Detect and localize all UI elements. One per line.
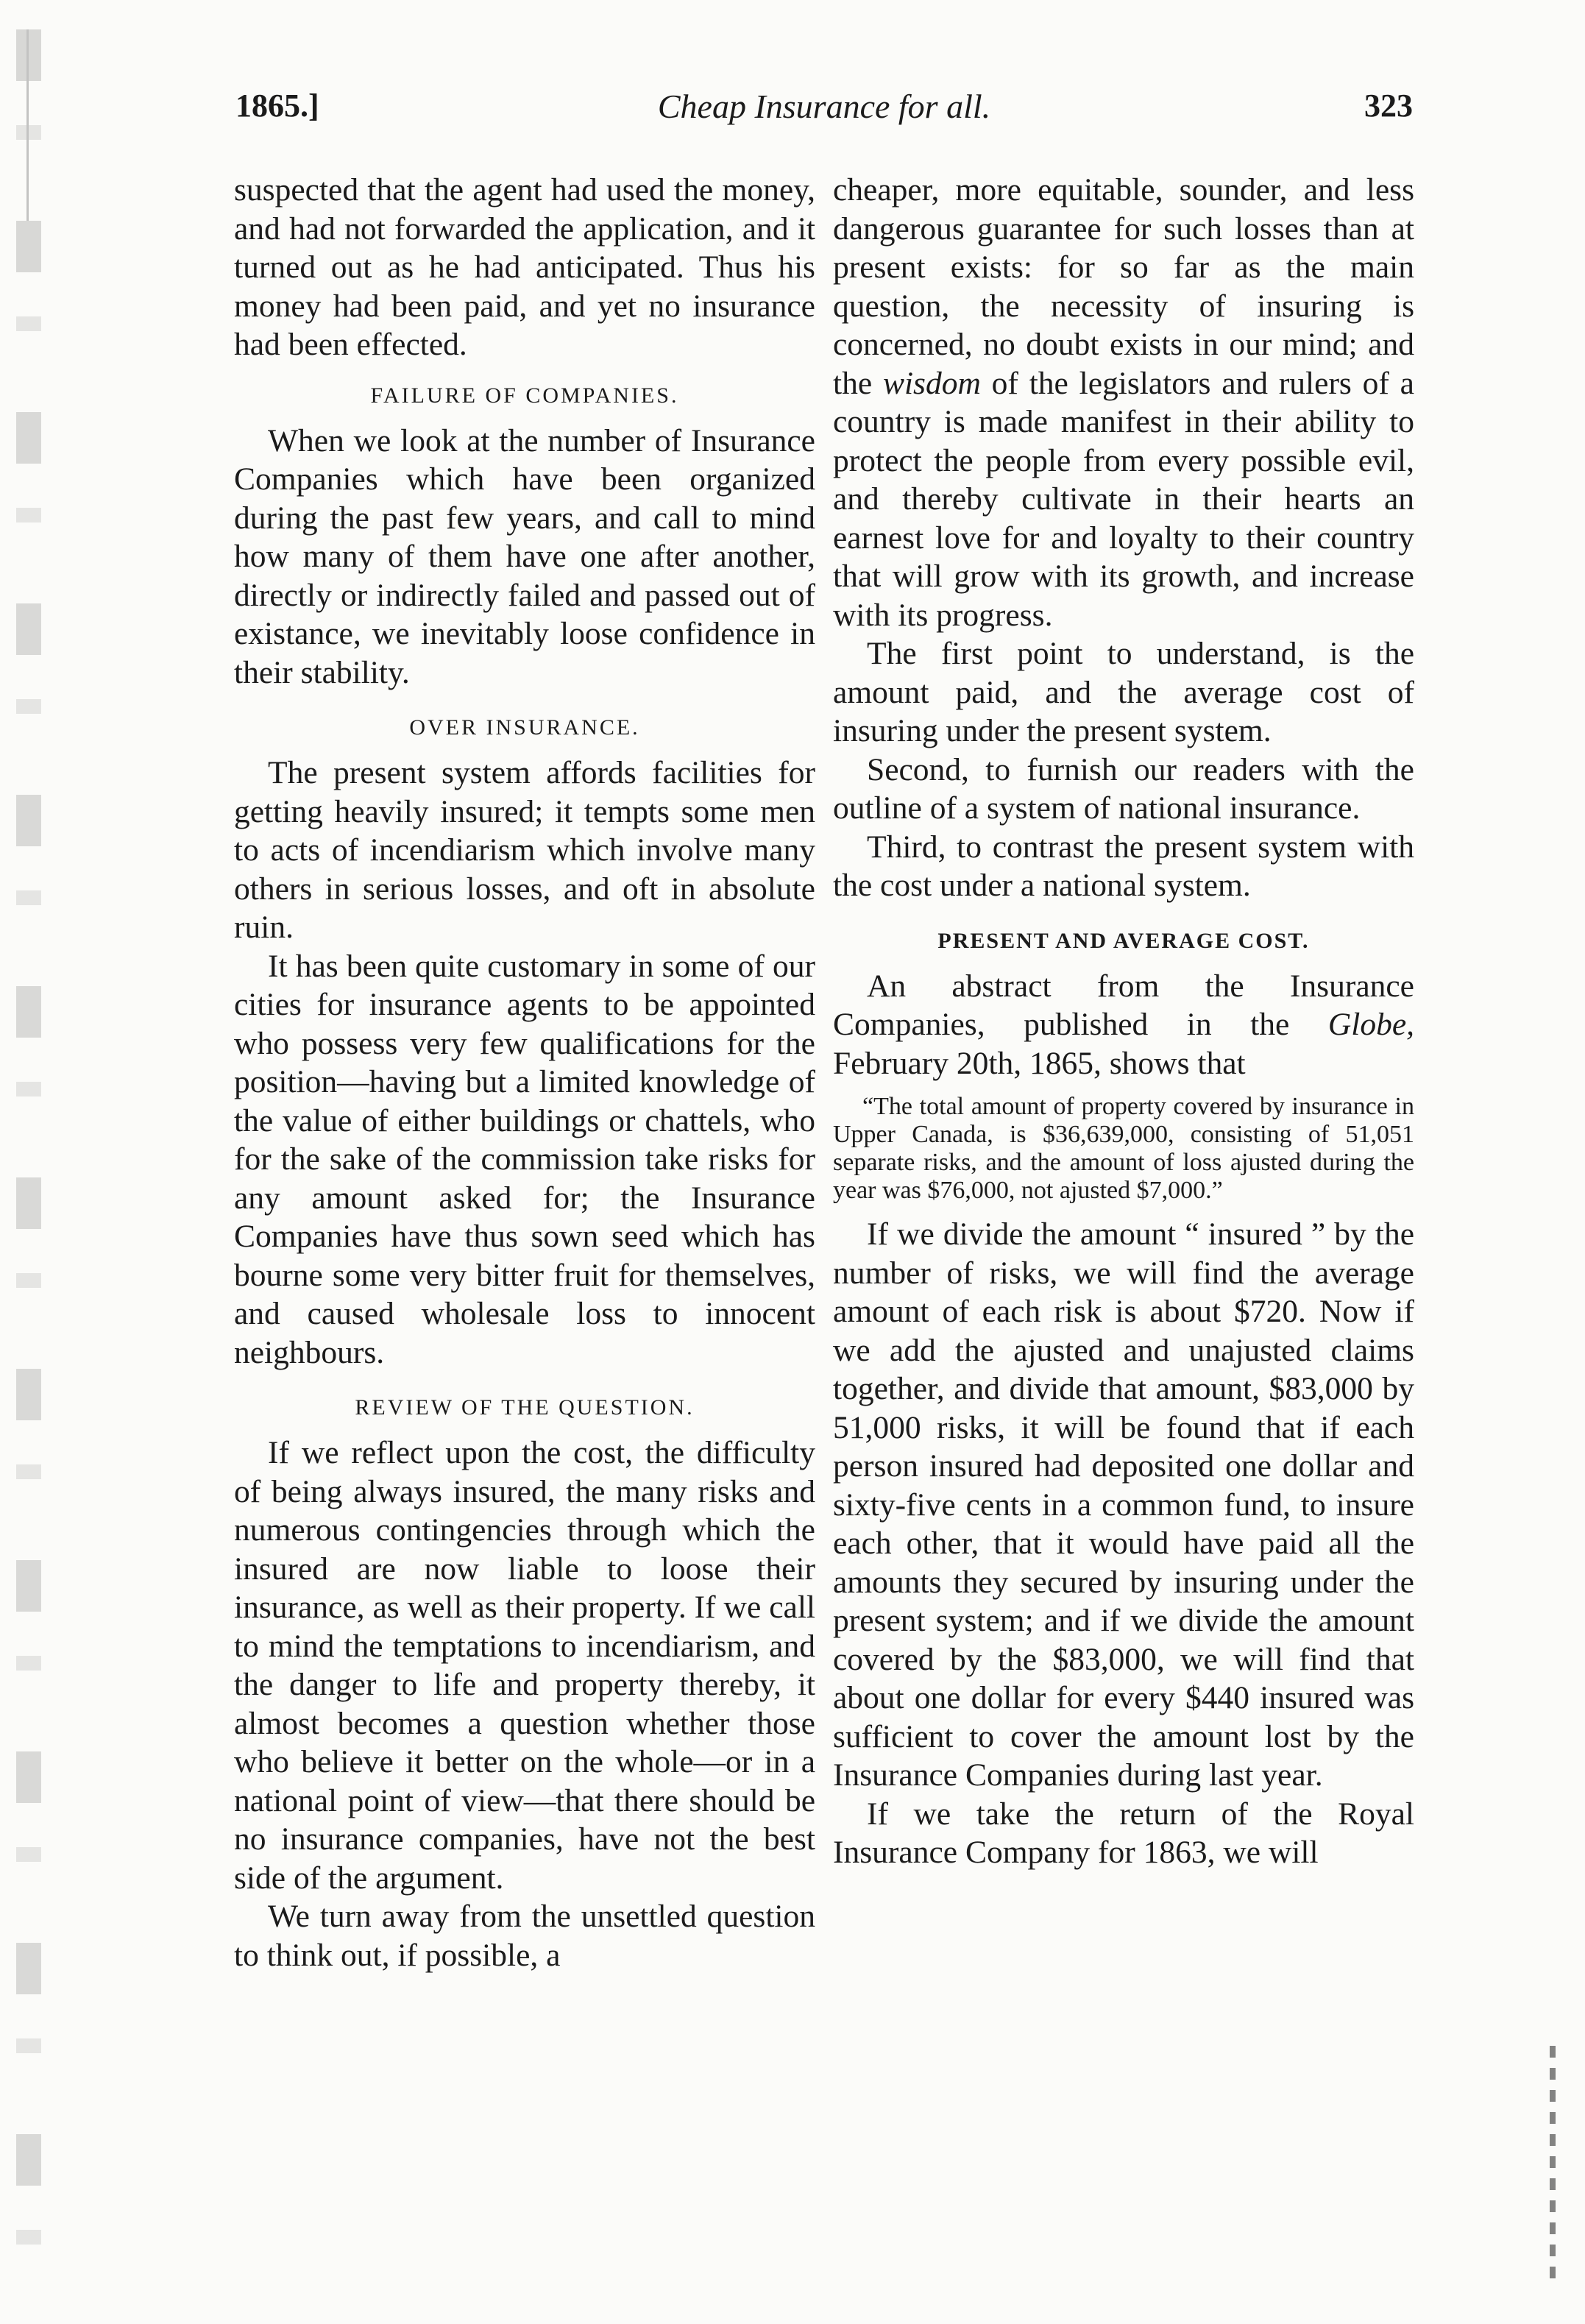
scan-edge-artifact-right — [1550, 2046, 1556, 2281]
paragraph: When we look at the number of Insurance Companies which have been organized during the past few years, and call to mind how many of them have one after another, directly or indirectly failed and passed out of existance, we inevitably loose confidence in their stability. — [234, 422, 815, 690]
scan-edge-artifact — [16, 29, 41, 2296]
paragraph: It has been quite customary in some of our cities for insurance agents to be appointed who possess very few qualifications for the position—having but a limited knowledge of the value of either buildings or chattels, who for the sake of the commission take risks for any amount asked for; the Insurance Companies have thus sown seed which has bourne some very bitter fruit for themselves, and caused wholesale loss to innocent neighbours. — [234, 948, 815, 1370]
section-heading: OVER INSURANCE. — [409, 715, 640, 740]
paragraph: If we reflect upon the cost, the difficulty of being always insured, the many risks and numerous contingencies through which the insured are now liable to loose their insurance, as well as their property. If we call to mind the temptations to incendiarism, and the danger to life and property thereby, it almost becomes a question whether those who believe it better on the whole—or in a national point of view—that there should be no insurance companies, have not the best side of the argument. — [234, 1435, 815, 1896]
section-heading: REVIEW OF THE QUESTION. — [355, 1395, 695, 1420]
emphasis: Globe, — [1327, 1007, 1414, 1042]
paragraph: We turn away from the unsettled question to think out, if possible, a — [234, 1899, 815, 1973]
right-column — [833, 171, 1414, 1872]
text-run: February 20th, 1865, shows that — [833, 1045, 1246, 1081]
paragraph: Second, to furnish our readers with the outline of a system of national insurance. — [833, 751, 1414, 826]
paragraph: If we divide the amount “ insured ” by the number of risks, we will find the average amount of each risk is about $720. Now if we add the ajusted and unajusted claims together, and divide that amount, $83,000 by 51,000 risks, it will be found that if each person insured had deposited one dollar and sixty-five cents in a common fund, to insure each other, that it would have paid all the amounts they secured by insuring under the present system; and if we divide the amount covered by the $83,000, we will find that about one dollar for every $440 insured was sufficient to cover the amount lost by the Insurance Companies during last year. — [833, 1216, 1414, 1793]
header-title: Cheap Insurance for all. — [657, 88, 991, 125]
scan-edge-rule — [26, 29, 29, 221]
paragraph — [833, 171, 1414, 634]
left-column — [234, 171, 815, 1974]
paragraph: If we take the return of the Royal Insurance Company for 1863, we will — [833, 1796, 1414, 1870]
paragraph: The first point to understand, is the amount paid, and the average cost of insuring under the present system. — [833, 636, 1414, 748]
page-number: 323 — [1364, 88, 1413, 124]
text-run: of the legislators and rulers of a country is made manifest in their ability to protect the people from every possible evil, and thereby cultivate in their hearts an earnest love for and loyalty to their country that will grow with its growth, and increase with its progress. — [833, 365, 1414, 633]
emphasis: wisdom — [882, 365, 981, 401]
header-year: 1865.] — [235, 88, 319, 124]
section-heading: FAILURE OF COMPANIES. — [370, 383, 679, 408]
block-quote: “The total amount of property covered by insurance in Upper Canada, is $36,639,000, consisting of 51,051 separate risks, and the amount of loss ajusted during the year was $76,000, not ajusted $7,000.” — [833, 1093, 1414, 1204]
paragraph: The present system affords facilities for getting heavily insured; it tempts some men to acts of incendiarism which involve many others in serious losses, and oft in absolute ruin. — [234, 755, 815, 945]
paragraph: suspected that the agent had used the money, and had not forwarded the application, and it turned out as he had anticipated. Thus his money had been paid, and yet no insurance had been effected. — [234, 172, 815, 362]
paragraph — [833, 967, 1414, 1083]
text-run: An abstract from the Insurance Companies, published in the — [833, 968, 1414, 1042]
section-heading: PRESENT AND AVERAGE COST. — [937, 928, 1310, 953]
text-run: cheaper, more equitable, sounder, and less dangerous guarantee for such losses than at present exists: for so far as the main question, the necessity of insuring is concerned, no doubt exists in our mind; and the — [833, 172, 1414, 401]
paragraph: Third, to contrast the present system with the cost under a national system. — [833, 829, 1414, 903]
running-header — [235, 87, 1413, 131]
